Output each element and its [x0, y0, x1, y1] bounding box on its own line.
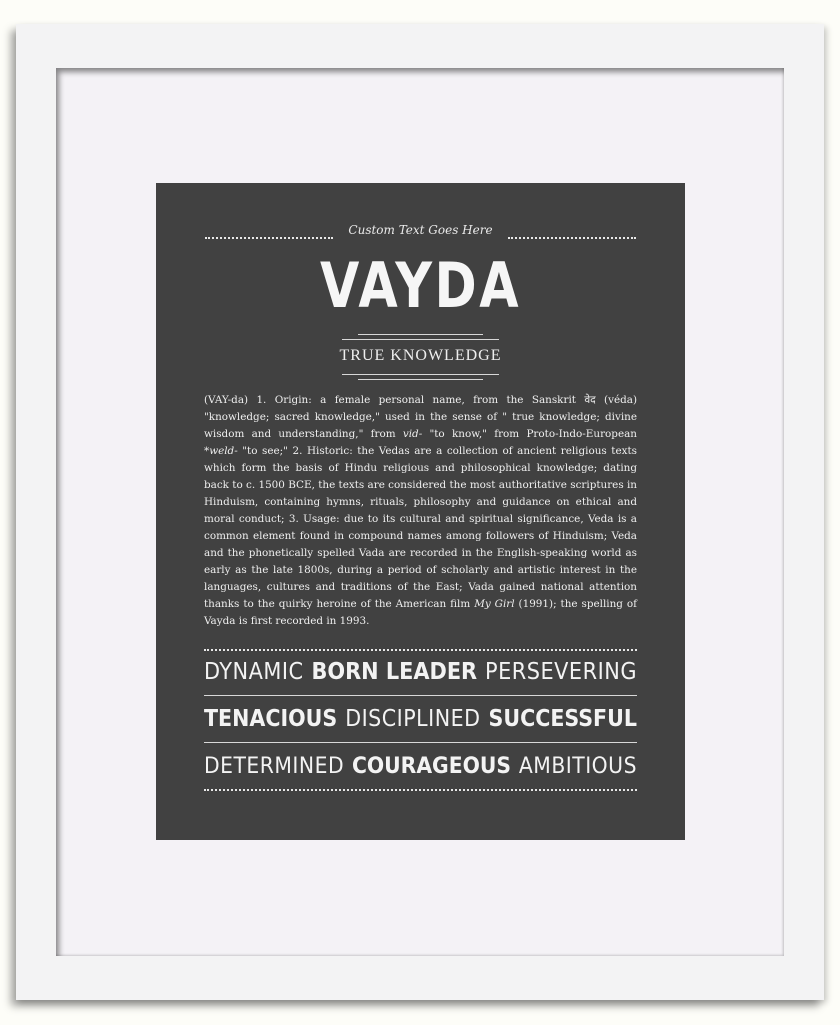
- trait-word: COURAGEOUS: [351, 753, 512, 779]
- dotted-divider-left: [205, 237, 333, 239]
- trait-rule-2: [204, 742, 637, 743]
- trait-word: DISCIPLINED: [345, 706, 481, 732]
- trait-word: PERSEVERING: [485, 658, 637, 685]
- name-title: VAYDA: [319, 249, 522, 322]
- title-rule-bottom-1: [342, 374, 499, 375]
- trait-word: DETERMINED: [204, 753, 345, 779]
- trait-word: BORN LEADER: [311, 658, 478, 685]
- dotted-divider-traits-bottom: [204, 789, 637, 791]
- name-print: [156, 183, 685, 840]
- definition-italic-term: vid-: [402, 428, 423, 440]
- definition-italic-term: My Girl: [474, 598, 515, 610]
- dotted-divider-right: [508, 237, 636, 239]
- dotted-divider-traits-top: [204, 649, 637, 651]
- title-rule-top-1: [358, 334, 483, 335]
- trait-word: SUCCESSFUL: [488, 706, 637, 732]
- definition-text: (1991); the spelling of Vayda is first recorded in 1993.: [204, 598, 638, 627]
- name-definition: [204, 392, 637, 630]
- definition-text: "to know," from Proto-Indo-European: [422, 428, 637, 440]
- definition-text: (VAY-da) 1. Origin: a female personal name, from the Sanskrit वेद (véda) "knowledge; sacred knowledge," used in the sense of " true knowledge; divine wisdom and understanding," from: [204, 394, 637, 440]
- definition-text: "to see;" 2. Historic: the Vedas are a collection of ancient religious texts which form the basis of Hindu religious and philosophical knowledge; dating back to c. 1500 BCE, the texts are considered the most authoritative scriptures in Hinduism, containing hymns, rituals, philosophy and guidance on ethical and moral conduct; 3. Usage: due to its cultural and spiritual significance, Veda is a common element found in compound names among followers of Hinduism; Veda and the phonetically spelled Vada are recorded in the English-speaking world as early as the late 1800s, during a period of scholarly and artistic interest in the languages, cultures and traditions of the East; Vada gained national attention thanks to the quirky heroine of the American film: [204, 445, 637, 610]
- trait-row-1: [204, 657, 637, 687]
- trait-rule-1: [204, 695, 637, 696]
- custom-text: Custom Text Goes Here: [348, 223, 493, 237]
- trait-word: AMBITIOUS: [518, 753, 637, 779]
- trait-word: DYNAMIC: [204, 658, 304, 685]
- trait-row-3: [204, 751, 637, 781]
- trait-word: TENACIOUS: [204, 706, 338, 732]
- name-meaning: TRUE KNOWLEDGE: [339, 347, 502, 364]
- trait-row-2: [204, 704, 637, 734]
- title-rule-bottom-2: [358, 379, 483, 380]
- definition-italic-term: *weld-: [204, 445, 238, 457]
- title-rule-top-2: [342, 339, 499, 340]
